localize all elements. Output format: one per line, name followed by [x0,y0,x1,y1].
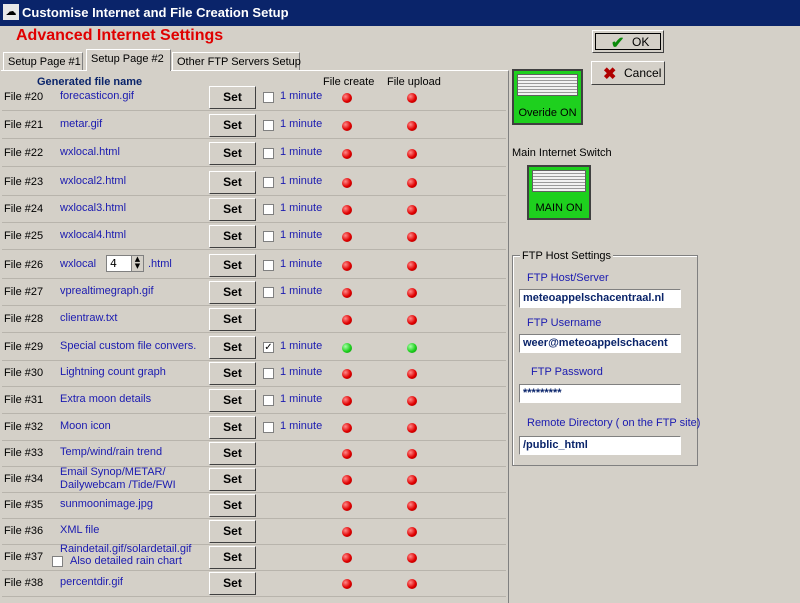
file-name: sunmoonimage.jpg [60,498,153,510]
close-icon: ✖ [603,66,617,83]
interval-label: 1 minute [280,285,323,297]
tab-setup-page-2[interactable]: Setup Page #2 [86,49,171,71]
file-upload-status-icon [407,149,417,159]
interval-checkbox[interactable] [263,231,274,242]
page-title: Advanced Internet Settings [16,27,224,44]
table-row [2,466,506,493]
interval-label: 1 minute [280,175,323,187]
file-number: File #38 [4,577,44,589]
file-number: File #35 [4,499,44,511]
file-number: File #25 [4,230,44,242]
column-header-upload: File upload [387,76,441,88]
interval-checkbox[interactable] [263,287,274,298]
file-name: wxlocal.html [60,146,120,158]
file-number: File #28 [4,313,44,325]
file-create-status-icon [342,475,352,485]
app-icon: ☁ [3,4,19,20]
file-create-status-icon [342,423,352,433]
interval-label: 1 minute [280,393,323,405]
interval-checkbox[interactable] [263,204,274,215]
file-upload-status-icon [407,288,417,298]
set-button[interactable]: Set [209,362,256,385]
interval-checkbox[interactable] [263,395,274,406]
file-name: Temp/wind/rain trend [60,446,163,458]
table-row [2,414,506,441]
file-name: wxlocal [60,258,97,270]
file-upload-status-icon [407,261,417,271]
file-name: clientraw.txt [60,312,118,324]
main-switch-label: MAIN ON [535,202,583,214]
cancel-label: Cancel [624,66,662,80]
file-create-status-icon [342,261,352,271]
ftp-password-label: FTP Password [531,366,603,378]
table-row [2,279,506,306]
ftp-group-title: FTP Host Settings [522,250,612,262]
row-separator [2,138,506,139]
file-name: Lightning count graph [60,366,166,378]
table-row [2,196,506,223]
interval-label: 1 minute [280,146,323,158]
file-name: vprealtimegraph.gif [60,285,154,297]
file-create-status-icon [342,343,352,353]
remote-directory-input[interactable]: /public_html [519,436,681,455]
file-create-status-icon [342,205,352,215]
file-name: XML file [60,524,100,536]
set-button[interactable]: Set [209,308,256,331]
file-number: File #21 [4,119,44,131]
row-separator [2,332,506,333]
file-create-status-icon [342,396,352,406]
interval-checkbox[interactable]: ✓ [264,342,273,353]
main-switch-caption: Main Internet Switch [512,147,612,159]
ftp-username-input[interactable]: weer@meteoappelschacent [519,334,681,353]
file-upload-status-icon [407,232,417,242]
table-row [2,252,506,279]
row-separator [2,166,506,167]
spinner-arrows-icon[interactable]: ▲ ▼ [131,256,143,271]
ftp-host-label: FTP Host/Server [527,272,609,284]
file-upload-status-icon [407,315,417,325]
set-button[interactable]: Set [209,520,256,543]
override-switch-label: Overide ON [518,107,577,119]
main-internet-switch[interactable] [527,165,591,220]
file-create-status-icon [342,149,352,159]
table-row [2,518,506,545]
table-row [2,140,506,167]
cancel-button[interactable] [591,61,665,85]
set-button[interactable]: Set [209,198,256,221]
file-number: File #32 [4,421,44,433]
file-number: File #34 [4,473,44,485]
file-create-status-icon [342,178,352,188]
set-button[interactable]: Set [209,389,256,412]
set-button[interactable]: Set [209,171,256,194]
file-name: Email Synop/METAR/ [60,466,166,478]
file-number: File #37 [4,551,44,563]
file-upload-status-icon [407,553,417,563]
interval-label: 1 minute [280,202,323,214]
set-button[interactable]: Set [209,336,256,359]
file-create-status-icon [342,93,352,103]
table-row [2,440,506,467]
set-button[interactable]: Set [209,281,256,304]
file-upload-status-icon [407,449,417,459]
ftp-password-input[interactable]: ********* [519,384,681,403]
interval-label: 1 minute [280,366,323,378]
file-name: Raindetail.gif/solardetail.gif [60,543,192,555]
file-create-status-icon [342,288,352,298]
checkmark-icon: ✔ [611,35,625,52]
file-number: File #24 [4,203,44,215]
table-row [2,306,506,333]
file-name: metar.gif [60,118,103,130]
file-number: File #36 [4,525,44,537]
tab-other-ftp-servers[interactable]: Other FTP Servers Setup [172,52,300,70]
table-row [2,169,506,196]
file-index-spinner[interactable] [106,255,144,272]
file-name: wxlocal3.html [60,202,127,214]
override-switch[interactable] [512,69,583,125]
file-create-status-icon [342,121,352,131]
file-upload-status-icon [407,121,417,131]
file-name-line2: Dailywebcam /Tide/FWI [60,479,176,491]
interval-checkbox[interactable] [263,120,274,131]
ok-button[interactable] [592,30,664,53]
table-row [2,84,506,111]
window-title: Customise Internet and File Creation Setup [22,5,289,20]
title-bar [0,0,800,26]
table-row [2,112,506,139]
column-header-create: File create [323,76,375,88]
interval-label: 1 minute [280,258,323,270]
interval-checkbox[interactable] [263,260,274,271]
file-name: forecasticon.gif [60,90,134,102]
file-name: wxlocal4.html [60,229,127,241]
file-create-status-icon [342,369,352,379]
table-row [2,223,506,250]
set-button[interactable]: Set [209,442,256,465]
interval-label: 1 minute [280,90,323,102]
ok-label: OK [632,35,650,49]
file-name: Extra moon details [60,393,152,405]
file-name: percentdir.gif [60,576,123,588]
file-create-status-icon [342,232,352,242]
ftp-host-input[interactable]: meteoappelschacentraal.nl [519,289,681,308]
file-upload-status-icon [407,423,417,433]
file-number: File #31 [4,394,44,406]
table-row [2,544,506,571]
detailed-rain-chart-label: Also detailed rain chart [70,555,182,567]
set-button[interactable]: Set [209,572,256,595]
interval-label: 1 minute [280,420,323,432]
table-row [2,360,506,387]
file-number: File #23 [4,176,44,188]
file-upload-status-icon [407,501,417,511]
file-number: File #20 [4,91,44,103]
set-button[interactable]: Set [209,86,256,109]
row-separator [2,110,506,111]
detailed-rain-chart-checkbox[interactable] [52,556,63,567]
switch-grip [532,170,586,192]
row-separator [2,596,506,597]
file-suffix: .html [148,258,172,270]
interval-checkbox[interactable] [263,92,274,103]
file-create-status-icon [342,553,352,563]
file-number: File #26 [4,259,44,271]
interval-label: 1 minute [280,229,323,241]
set-button[interactable]: Set [209,114,256,137]
interval-checkbox[interactable] [263,422,274,433]
file-number: File #30 [4,367,44,379]
column-header-name: Generated file name [37,76,143,88]
interval-label: 1 minute [280,340,323,352]
remote-directory-label: Remote Directory ( on the FTP site) [527,417,701,429]
set-button[interactable]: Set [209,254,256,277]
file-name: Moon icon [60,420,111,432]
file-create-status-icon [342,449,352,459]
file-number: File #22 [4,147,44,159]
tab-setup-page-1[interactable]: Setup Page #1 [3,52,83,70]
spinner-value: 4 [110,257,117,270]
file-upload-status-icon [407,475,417,485]
set-button[interactable]: Set [209,416,256,439]
file-create-status-icon [342,579,352,589]
set-button[interactable]: Set [209,468,256,491]
file-number: File #33 [4,447,44,459]
table-row [2,334,506,361]
table-row [2,387,506,414]
file-number: File #29 [4,341,44,353]
set-button[interactable]: Set [209,142,256,165]
interval-label: 1 minute [280,118,323,130]
file-upload-status-icon [407,343,417,353]
file-upload-status-icon [407,579,417,589]
ftp-host-settings-group [512,255,701,466]
switch-grip [517,74,578,96]
ftp-username-label: FTP Username [527,317,602,329]
file-number: File #27 [4,286,44,298]
file-create-status-icon [342,501,352,511]
table-row [2,570,506,597]
set-button[interactable]: Set [209,546,256,569]
file-create-status-icon [342,527,352,537]
file-create-status-icon [342,315,352,325]
interval-checkbox[interactable] [263,177,274,188]
set-button[interactable]: Set [209,494,256,517]
row-separator [2,249,506,250]
file-upload-status-icon [407,369,417,379]
file-upload-status-icon [407,527,417,537]
interval-checkbox[interactable] [263,368,274,379]
file-upload-status-icon [407,205,417,215]
table-row [2,492,506,519]
set-button[interactable]: Set [209,225,256,248]
file-upload-status-icon [407,178,417,188]
file-name: Special custom file convers. [60,340,197,352]
interval-checkbox[interactable] [263,148,274,159]
file-upload-status-icon [407,396,417,406]
file-name: wxlocal2.html [60,175,127,187]
file-upload-status-icon [407,93,417,103]
